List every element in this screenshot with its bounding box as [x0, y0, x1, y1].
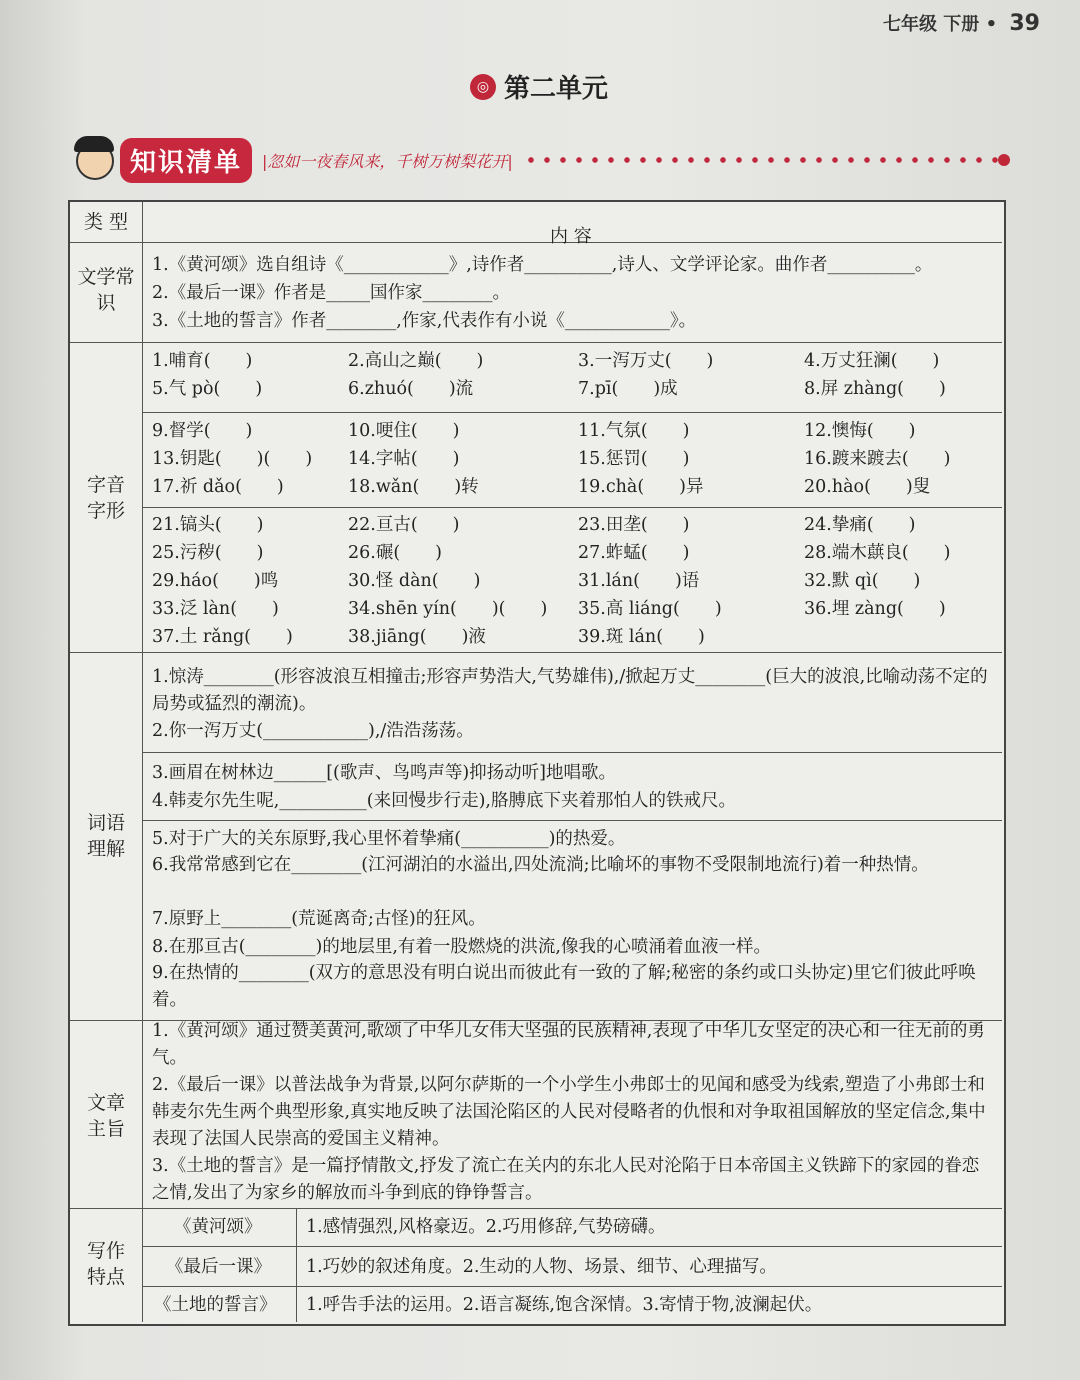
vocab-item: 3.画眉在树林边______[(歌声、鸟鸣声等)抑扬动听]地唱歌。: [152, 763, 617, 783]
pronunciation-item: 1.哺育( ): [152, 351, 253, 371]
header-content: 内 容: [550, 226, 592, 247]
pronunciation-item: 11.气氛( ): [578, 421, 690, 441]
grade-label: 七年级: [883, 14, 938, 35]
pronunciation-item: 33.泛 làn( ): [152, 599, 279, 619]
writing-text: 1.感情强烈,风格豪迈。2.巧用修辞,气势磅礴。: [306, 1217, 666, 1237]
vocab-item: 2.你一泻万丈(____________),/浩浩荡荡。: [152, 721, 474, 741]
vocab-item: 7.原野上________(荒诞离奇;古怪)的狂风。: [152, 909, 486, 929]
unit-title: [470, 68, 608, 105]
literature-item: 3.《土地的誓言》作者________,作家,代表作有小说《____________》。: [152, 311, 697, 331]
pronunciation-item: 15.惩罚( ): [578, 449, 690, 469]
literature-item: 1.《黄河颂》选自组诗《____________》,诗作者__________,诗人、文学评论家。曲作者__________。: [152, 255, 933, 275]
banner-badge: 知识清单: [120, 138, 252, 183]
writing-text: 1.巧妙的叙述角度。2.生动的人物、场景、细节、心理描写。: [306, 1257, 777, 1277]
pronunciation-item: 20.hào( )叟: [804, 477, 931, 497]
pronunciation-item: 6.zhuó( )流: [348, 379, 474, 399]
vocab-item: 5.对于广大的关东原野,我心里怀着挚痛(__________)的热爱。: [152, 829, 626, 849]
pronunciation-item: 30.怪 dàn( ): [348, 571, 481, 591]
pronunciation-item: 17.祈 dǎo( ): [152, 477, 284, 497]
pronunciation-item: 4.万丈狂澜( ): [804, 351, 940, 371]
pronunciation-item: 8.屏 zhàng( ): [804, 379, 946, 399]
pronunciation-item: 16.踱来踱去( ): [804, 449, 951, 469]
pronunciation-item: 35.高 liáng( ): [578, 599, 722, 619]
category-theme: 文章主旨: [86, 1092, 125, 1140]
pronunciation-item: 24.挚痛( ): [804, 515, 916, 535]
mascot-icon: [70, 132, 116, 188]
pronunciation-item: 23.田垄( ): [578, 515, 690, 535]
end-dot-icon: [998, 154, 1010, 166]
writing-title: 《土地的誓言》: [154, 1295, 277, 1315]
target-icon: ◎: [470, 74, 496, 100]
theme-item: 1.《黄河颂》通过赞美黄河,歌颂了中华儿女伟大坚强的民族精神,表现了中华儿女坚定的决心和一往无前的勇气。: [152, 1021, 985, 1068]
page-number: 39: [1009, 11, 1040, 36]
category-pronunciation: 字音字形: [86, 474, 125, 522]
pronunciation-item: 18.wǎn( )转: [348, 477, 479, 497]
header-bullet: •: [985, 14, 998, 35]
pronunciation-item: 10.哽住( ): [348, 421, 460, 441]
knowledge-banner: [70, 132, 1010, 188]
page-header: [883, 10, 1040, 36]
pronunciation-item: 39.斑 lán( ): [578, 627, 705, 647]
vocab-item: 6.我常常感到它在________(江河湖泊的水溢出,四处流淌;比喻坏的事物不受限制地流行)着一种热情。: [152, 855, 929, 875]
pronunciation-item: 5.气 pò( ): [152, 379, 263, 399]
theme-item: 3.《土地的誓言》是一篇抒情散文,抒发了流亡在关内的东北人民对沦陷于日本帝国主义铁蹄下的家园的眷恋之情,发出了为家乡的解放而斗争到底的铮铮誓言。: [152, 1156, 980, 1203]
vocab-item: 9.在热情的________(双方的意思没有明白说出而彼此有一致的了解;秘密的条约或口头协定)里它们彼此呼唤着。: [152, 963, 976, 1010]
pronunciation-item: 36.埋 zàng( ): [804, 599, 946, 619]
pronunciation-item: 7.pī( )成: [578, 379, 678, 399]
pronunciation-item: 34.shēn yín( )( ): [348, 599, 548, 619]
pronunciation-item: 28.端木蕻良( ): [804, 543, 951, 563]
pronunciation-item: 37.土 rǎng( ): [152, 627, 293, 647]
pronunciation-item: 12.懊悔( ): [804, 421, 916, 441]
pronunciation-item: 2.高山之巅( ): [348, 351, 484, 371]
pronunciation-item: 31.lán( )语: [578, 571, 700, 591]
pronunciation-item: 27.蚱蜢( ): [578, 543, 690, 563]
category-writing: 写作特点: [86, 1240, 125, 1288]
pronunciation-item: 22.亘古( ): [348, 515, 460, 535]
vocab-item: 8.在那亘古(________)的地层里,有着一股燃烧的洪流,像我的心喷涌着血液一样。: [152, 937, 771, 957]
pronunciation-item: 21.镐头( ): [152, 515, 264, 535]
knowledge-table: [68, 200, 1006, 1326]
pronunciation-item: 9.督学( ): [152, 421, 253, 441]
volume-label: 下册: [943, 14, 980, 35]
vocab-item: 1.惊涛________(形容波浪互相撞击;形容声势浩大,气势雄伟),/掀起万丈________(巨大的波浪,比喻动荡不定的局势或猛烈的潮流)。: [152, 667, 988, 714]
writing-text: 1.呼告手法的运用。2.语言凝练,饱含深情。3.寄情于物,波澜起伏。: [306, 1295, 823, 1315]
category-vocabulary: 词语理解: [86, 812, 125, 860]
category-literature: 文学常识: [77, 266, 135, 314]
dotted-divider: [523, 157, 998, 163]
pronunciation-item: 25.污秽( ): [152, 543, 264, 563]
literature-item: 2.《最后一课》作者是_____国作家________。: [152, 283, 510, 303]
writing-title: 《最后一课》: [166, 1257, 271, 1277]
pronunciation-item: 13.钥匙( )( ): [152, 449, 313, 469]
pronunciation-item: 26.碾( ): [348, 543, 442, 563]
header-type: 类 型: [83, 211, 129, 233]
pronunciation-item: 29.háo( )鸣: [152, 571, 279, 591]
writing-title: 《黄河颂》: [174, 1217, 262, 1237]
pronunciation-item: 32.默 qì( ): [804, 571, 921, 591]
banner-slogan: |忽如一夜春风来，千树万树梨花开|: [262, 151, 513, 171]
unit-title-text: 第二单元: [504, 74, 609, 104]
pronunciation-item: 14.字帖( ): [348, 449, 460, 469]
theme-item: 2.《最后一课》以普法战争为背景,以阿尔萨斯的一个小学生小弗郎士的见闻和感受为线索,塑造了小弗郎士和韩麦尔先生两个典型形象,真实地反映了法国沦陷区的人民对侵略者的仇恨和对争取祖国解放的坚定信念,集中表现了法国人民崇高的爱国主义精神。: [152, 1075, 986, 1149]
vocab-item: 4.韩麦尔先生呢,__________(来回慢步行走),胳膊底下夹着那怕人的铁戒尺。: [152, 791, 736, 811]
pronunciation-item: 19.chà( )异: [578, 477, 704, 497]
pronunciation-item: 38.jiāng( )液: [348, 627, 486, 647]
pronunciation-item: 3.一泻万丈( ): [578, 351, 714, 371]
